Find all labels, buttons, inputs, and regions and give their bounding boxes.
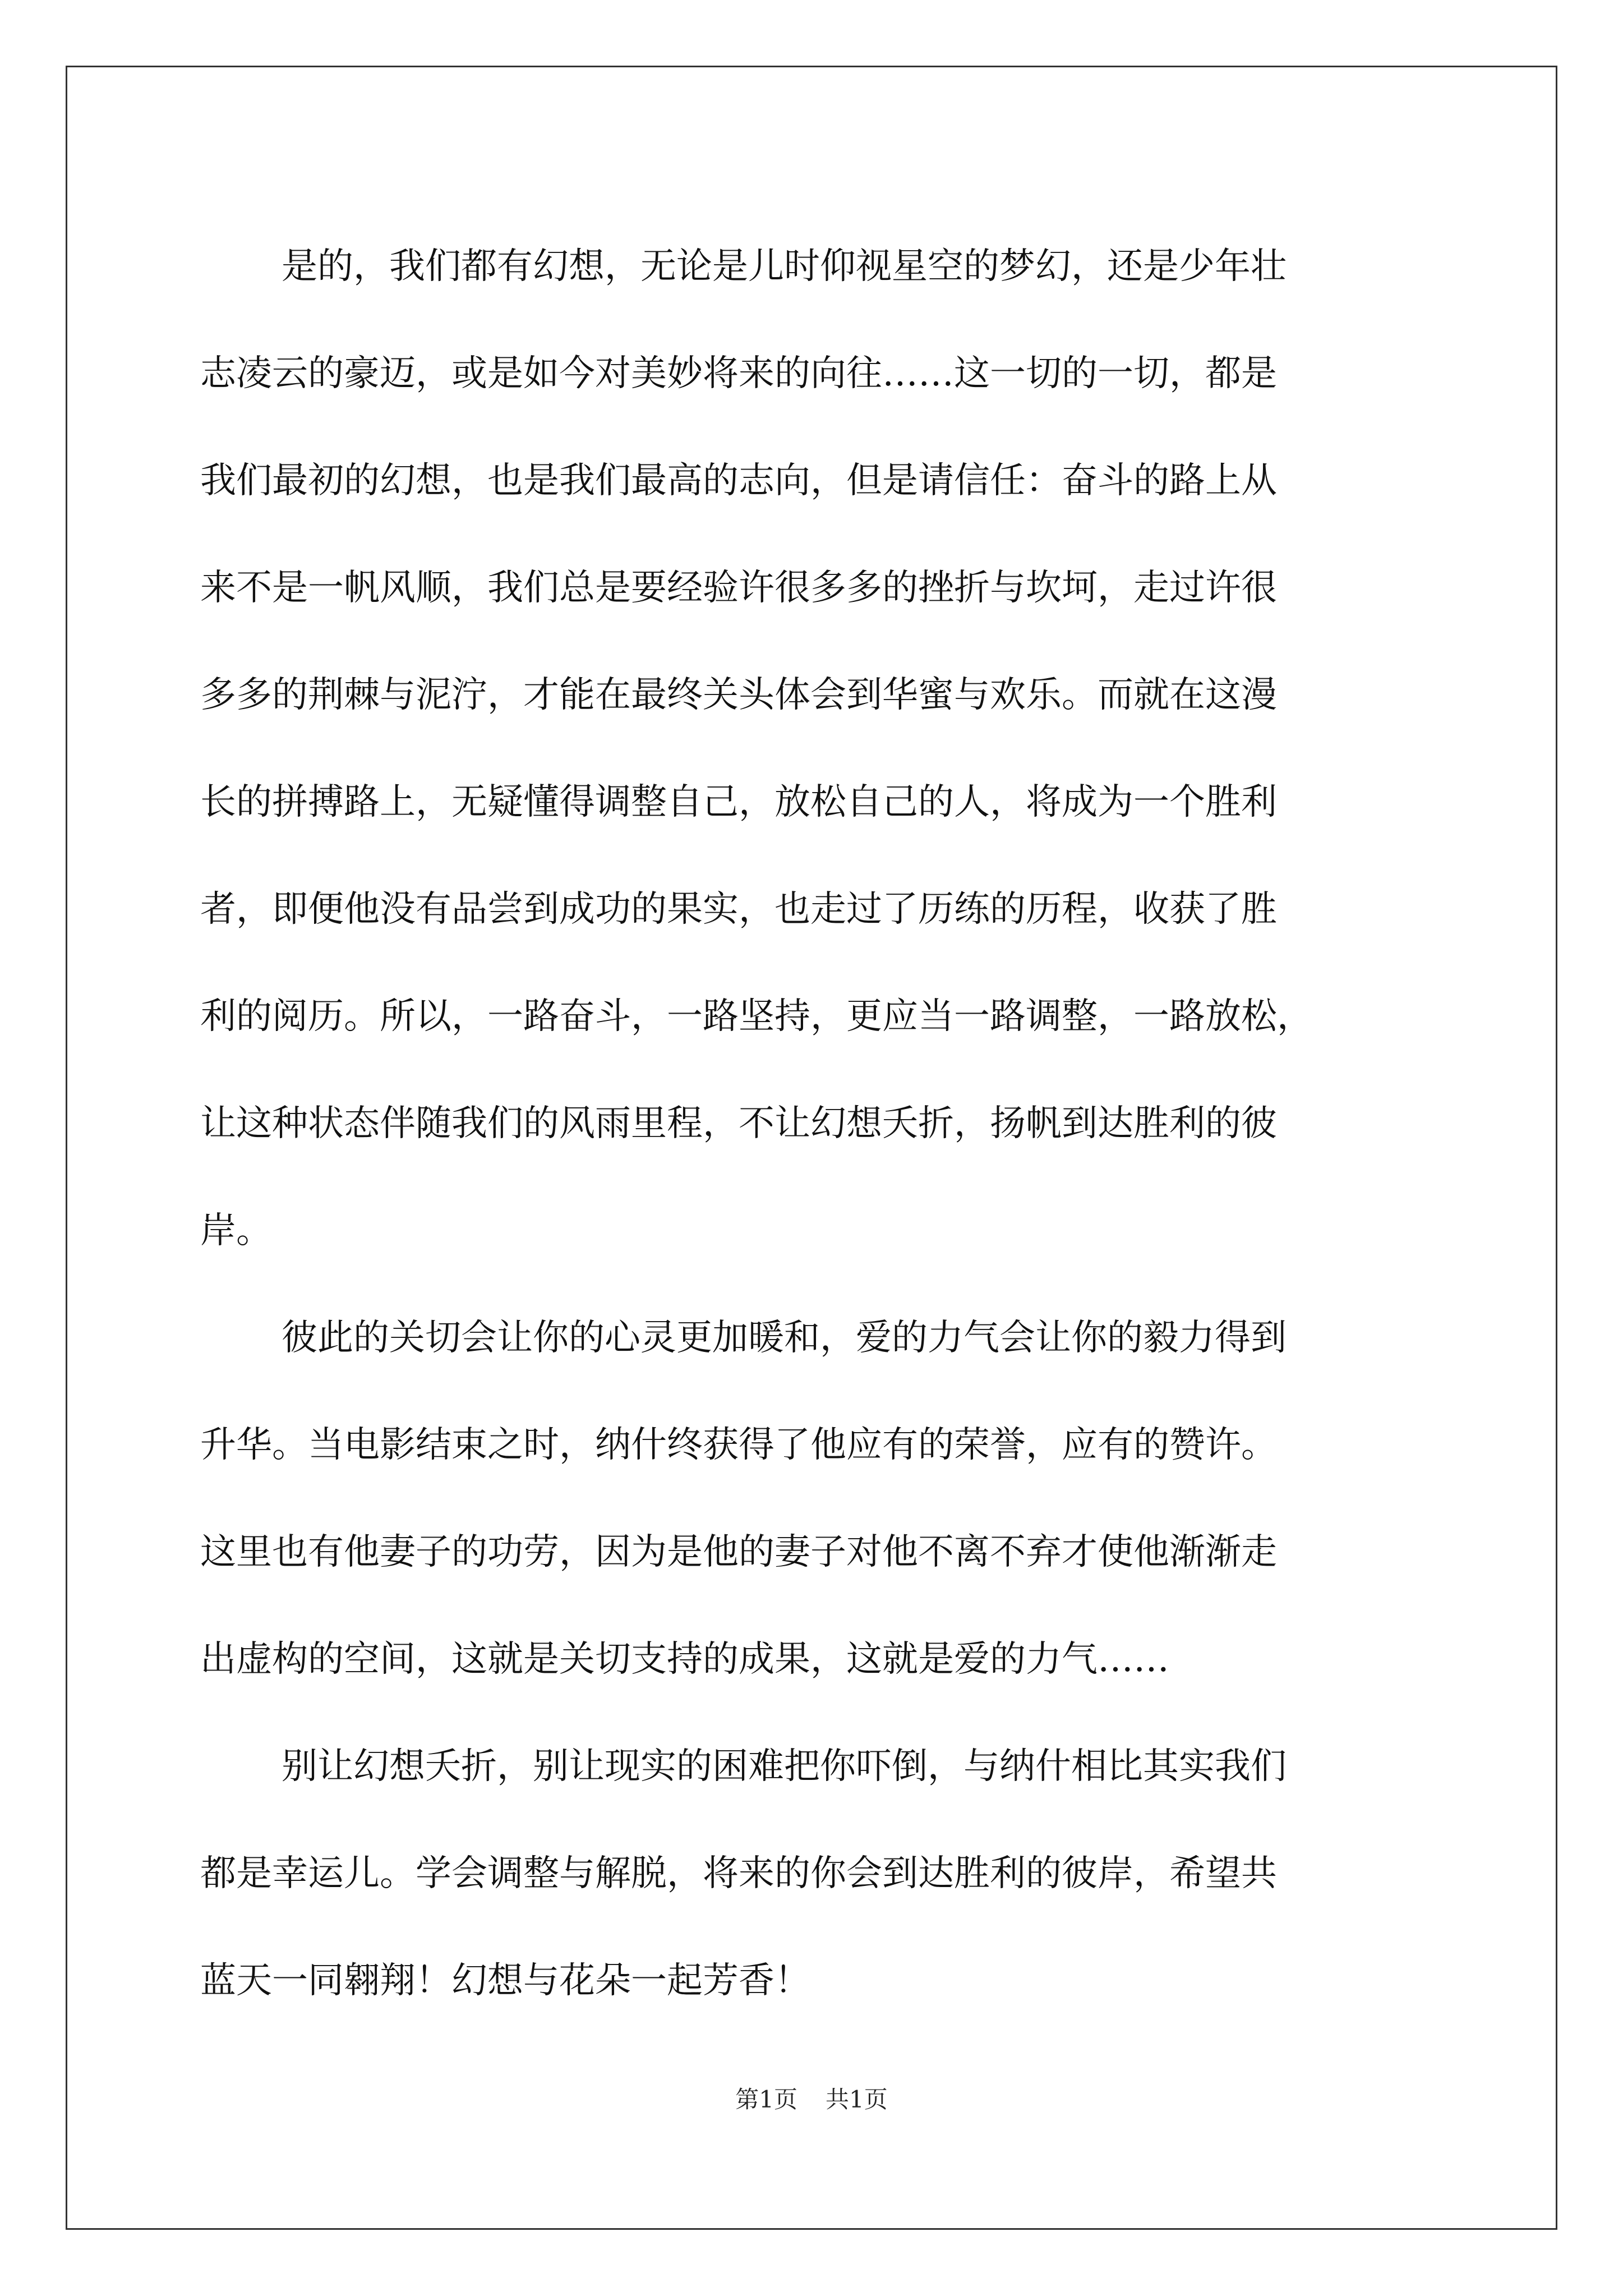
text-line: 长的拼搏路上，无疑懂得调整自己，放松自己的人，将成为一个胜利 (200, 781, 1277, 823)
text-line: 我们最初的幻想，也是我们最高的志向，但是请信任：奋斗的路上从 (200, 460, 1277, 501)
text-line: 利的阅历。所以，一路奋斗，一路坚持，更应当一路调整，一路放松， (200, 996, 1313, 1037)
text-line: 让这种状态伴随我们的风雨里程，不让幻想夭折，扬帆到达胜利的彼 (200, 1103, 1277, 1144)
text-line: 志凌云的豪迈，或是如今对美妙将来的向往……这一切的一切，都是 (200, 353, 1277, 394)
page-total: 共1页 (826, 2086, 888, 2113)
page-number: 第1页 (735, 2086, 797, 2113)
text-line: 都是幸运儿。学会调整与解脱，将来的你会到达胜利的彼岸，希望共 (200, 1853, 1277, 1894)
paragraph-3 (200, 1713, 1434, 2035)
text-line: 多多的荆棘与泥泞，才能在最终关头体会到华蜜与欢乐。而就在这漫 (200, 674, 1277, 716)
text-line: 者，即便他没有品尝到成功的果实，也走过了历练的历程，收获了胜 (200, 889, 1277, 930)
page-footer (0, 2083, 1623, 2116)
text-line: 蓝天一同翱翔！幻想与花朵一起芳香！ (200, 1960, 810, 2001)
text-line: 出虚构的空间，这就是关切支持的成果，这就是爱的力气…… (200, 1639, 1169, 1680)
text-line: 这里也有他妻子的功劳，因为是他的妻子对他不离不弃才使他渐渐走 (200, 1531, 1277, 1573)
text-line: 岸。 (200, 1210, 272, 1251)
document-body (200, 213, 1434, 2035)
text-line: 升华。当电影结束之时，纳什终获得了他应有的荣誉，应有的赞许。 (200, 1424, 1277, 1466)
text-line: 别让幻想夭折，别让现实的困难把你吓倒，与纳什相比其实我们 (282, 1746, 1287, 1787)
paragraph-2 (200, 1285, 1434, 1713)
text-line: 来不是一帆风顺，我们总是要经验许很多多的挫折与坎坷，走过许很 (200, 567, 1277, 609)
text-line: 是的，我们都有幻想，无论是儿时仰视星空的梦幻，还是少年壮 (282, 246, 1287, 287)
paragraph-1 (200, 213, 1434, 1285)
text-line: 彼此的关切会让你的心灵更加暖和，爱的力气会让你的毅力得到 (282, 1317, 1287, 1359)
